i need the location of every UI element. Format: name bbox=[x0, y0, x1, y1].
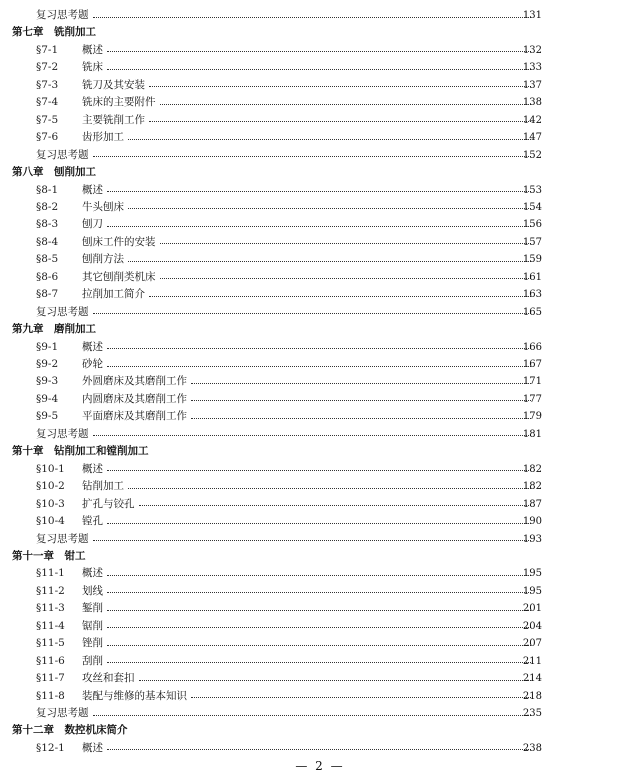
dot-leader bbox=[93, 435, 532, 436]
section-title: 刮削 bbox=[82, 654, 103, 667]
dot-leader bbox=[107, 575, 531, 576]
toc-section-entry bbox=[0, 670, 640, 687]
section-number: §8-1 bbox=[36, 183, 59, 196]
dot-leader bbox=[107, 470, 531, 471]
page-number: 157 bbox=[522, 236, 542, 248]
section-title: 牛头刨床 bbox=[82, 200, 124, 213]
page-number: 179 bbox=[522, 411, 542, 423]
toc-section-entry bbox=[0, 112, 640, 129]
section-number: §9-5 bbox=[36, 410, 59, 423]
toc-section-entry bbox=[0, 391, 640, 408]
section-title: 攻丝和套扣 bbox=[82, 672, 135, 685]
dot-leader bbox=[149, 296, 531, 297]
section-title: 概述 bbox=[82, 567, 103, 580]
dot-leader bbox=[128, 208, 531, 209]
section-title: 齿形加工 bbox=[82, 131, 124, 144]
toc-chapter-heading bbox=[0, 443, 640, 460]
toc-section-entry bbox=[0, 251, 640, 268]
page-number: 182 bbox=[522, 481, 542, 493]
chapter-title: 第八章 刨削加工 bbox=[12, 166, 96, 179]
section-number: §11-3 bbox=[36, 602, 65, 615]
review-title: 复习思考题 bbox=[36, 9, 89, 21]
section-title: 概述 bbox=[82, 340, 103, 353]
page-number: 201 bbox=[522, 603, 542, 615]
toc-section-entry bbox=[0, 94, 640, 111]
dot-leader bbox=[149, 121, 531, 122]
dot-leader bbox=[139, 680, 532, 681]
page-number: 167 bbox=[522, 359, 542, 370]
page-number: 235 bbox=[522, 708, 542, 719]
page-number: 154 bbox=[522, 201, 542, 213]
section-title: 刨刀 bbox=[82, 218, 103, 231]
section-number: §9-1 bbox=[36, 340, 59, 353]
dot-leader bbox=[93, 715, 532, 716]
page-number: 214 bbox=[522, 673, 542, 685]
toc-section-entry bbox=[0, 356, 640, 373]
toc-section-entry bbox=[0, 461, 640, 478]
section-title: 主要铣削工作 bbox=[82, 113, 145, 126]
dot-leader bbox=[160, 278, 532, 279]
chapter-title: 第十一章 钳工 bbox=[12, 549, 86, 562]
review-title: 复习思考题 bbox=[36, 148, 89, 161]
dot-leader bbox=[107, 627, 531, 628]
section-number: §7-3 bbox=[36, 78, 59, 91]
section-title: 錾削 bbox=[82, 602, 103, 615]
dot-leader bbox=[107, 226, 531, 227]
section-number: §12-1 bbox=[36, 741, 65, 754]
section-title: 砂轮 bbox=[82, 358, 103, 370]
toc-section-entry bbox=[0, 199, 640, 216]
toc-section-entry bbox=[0, 583, 640, 600]
section-number: §7-1 bbox=[36, 43, 59, 56]
dot-leader bbox=[107, 523, 531, 524]
toc-section-entry bbox=[0, 408, 640, 425]
page-number: 171 bbox=[522, 376, 542, 388]
section-number: §9-2 bbox=[36, 358, 59, 370]
chapter-title: 第九章 磨削加工 bbox=[12, 323, 96, 336]
page-number: 193 bbox=[522, 533, 542, 545]
page-number: 138 bbox=[522, 97, 542, 109]
page-number: 132 bbox=[522, 44, 542, 56]
toc-section-entry bbox=[0, 740, 640, 757]
page-footer: — 2 — bbox=[295, 759, 345, 773]
dot-leader bbox=[107, 749, 531, 750]
section-number: §8-7 bbox=[36, 288, 59, 301]
section-title: 内圆磨床及其磨削工作 bbox=[82, 392, 187, 405]
dot-leader bbox=[93, 313, 532, 314]
dot-leader bbox=[128, 261, 531, 262]
section-title: 刨削方法 bbox=[82, 253, 124, 266]
section-number: §7-5 bbox=[36, 113, 59, 126]
toc-chapter-heading bbox=[0, 164, 640, 181]
section-title: 锉削 bbox=[82, 637, 103, 650]
page-number: 142 bbox=[522, 114, 542, 126]
section-number: §11-5 bbox=[36, 637, 65, 650]
chapter-title: 第十二章 数控机床简介 bbox=[12, 724, 128, 737]
dot-leader bbox=[139, 505, 532, 506]
page-number: 152 bbox=[522, 149, 542, 161]
page-number: 195 bbox=[522, 585, 542, 597]
page-number: 195 bbox=[522, 568, 542, 580]
section-number: §10-2 bbox=[36, 480, 65, 493]
page-number: 153 bbox=[522, 184, 542, 196]
toc-section-entry bbox=[0, 653, 640, 670]
section-number: §9-3 bbox=[36, 375, 59, 388]
page-number: 137 bbox=[522, 79, 542, 91]
section-number: §11-1 bbox=[36, 567, 65, 580]
section-number: §7-2 bbox=[36, 61, 59, 74]
section-title: 其它刨削类机床 bbox=[82, 270, 156, 283]
dot-leader bbox=[191, 418, 531, 419]
section-number: §8-4 bbox=[36, 235, 59, 248]
page-number: 177 bbox=[522, 393, 542, 405]
toc-review-entry bbox=[0, 531, 640, 548]
section-title: 铣床 bbox=[82, 61, 103, 74]
toc-review-entry bbox=[0, 7, 640, 24]
page-number: 238 bbox=[522, 742, 542, 754]
dot-leader bbox=[107, 191, 531, 192]
toc-section-entry bbox=[0, 478, 640, 495]
section-number: §8-3 bbox=[36, 218, 59, 231]
dot-leader bbox=[107, 348, 531, 349]
dot-leader bbox=[128, 139, 531, 140]
dot-leader bbox=[191, 400, 531, 401]
toc-section-entry bbox=[0, 688, 640, 705]
dot-leader bbox=[107, 51, 531, 52]
section-title: 扩孔与铰孔 bbox=[82, 497, 135, 510]
section-number: §10-3 bbox=[36, 497, 65, 510]
toc-section-entry bbox=[0, 496, 640, 513]
section-title: 概述 bbox=[82, 43, 103, 56]
page-number: 218 bbox=[522, 690, 542, 702]
toc-section-entry bbox=[0, 216, 640, 233]
page-number: 190 bbox=[522, 516, 542, 528]
toc-section-entry bbox=[0, 286, 640, 303]
section-title: 钻削加工 bbox=[82, 480, 124, 493]
dot-leader bbox=[128, 488, 531, 489]
section-number: §7-4 bbox=[36, 96, 59, 109]
section-title: 锯削 bbox=[82, 619, 103, 632]
toc-section-entry bbox=[0, 618, 640, 635]
page-number: 133 bbox=[522, 62, 542, 74]
toc-chapter-heading bbox=[0, 321, 640, 338]
chapter-title: 第十章 钻削加工和镗削加工 bbox=[12, 445, 149, 458]
toc-section-entry bbox=[0, 59, 640, 76]
page-number: 163 bbox=[522, 289, 542, 301]
dot-leader bbox=[107, 662, 531, 663]
section-number: §10-4 bbox=[36, 515, 65, 528]
section-title: 铣刀及其安装 bbox=[82, 78, 145, 91]
chapter-title: 第七章 铣削加工 bbox=[12, 26, 96, 39]
section-number: §9-4 bbox=[36, 392, 59, 405]
toc-chapter-heading bbox=[0, 548, 640, 565]
section-title: 拉削加工简介 bbox=[82, 288, 145, 301]
page-number: 181 bbox=[522, 428, 542, 440]
page-number: 182 bbox=[522, 463, 542, 475]
review-title: 复习思考题 bbox=[36, 427, 89, 440]
section-title: 装配与维修的基本知识 bbox=[82, 689, 187, 702]
page-number: 165 bbox=[522, 306, 542, 318]
toc-section-entry bbox=[0, 42, 640, 59]
page-number: 147 bbox=[522, 132, 542, 144]
review-title: 复习思考题 bbox=[36, 532, 89, 545]
section-number: §8-5 bbox=[36, 253, 59, 266]
toc-section-entry bbox=[0, 513, 640, 530]
section-number: §8-6 bbox=[36, 270, 59, 283]
page-number: 187 bbox=[522, 498, 542, 510]
section-title: 刨床工件的安装 bbox=[82, 235, 156, 248]
dot-leader bbox=[107, 610, 531, 611]
section-number: §7-6 bbox=[36, 131, 59, 144]
dot-leader bbox=[93, 17, 532, 18]
dot-leader bbox=[107, 592, 531, 593]
section-number: §11-4 bbox=[36, 619, 65, 632]
page-number: 156 bbox=[522, 219, 542, 231]
dot-leader bbox=[107, 366, 531, 367]
section-title: 镗孔 bbox=[82, 515, 103, 528]
dot-leader bbox=[191, 697, 531, 698]
section-number: §11-6 bbox=[36, 654, 65, 667]
section-title: 平面磨床及其磨削工作 bbox=[82, 410, 187, 423]
section-title: 铣床的主要附件 bbox=[82, 96, 156, 109]
toc-section-entry bbox=[0, 234, 640, 251]
toc-section-entry bbox=[0, 373, 640, 390]
dot-leader bbox=[160, 243, 532, 244]
toc-review-entry bbox=[0, 426, 640, 443]
toc-section-entry bbox=[0, 77, 640, 94]
toc-review-entry bbox=[0, 304, 640, 321]
toc-section-entry bbox=[0, 600, 640, 617]
section-number: §11-8 bbox=[36, 689, 65, 702]
toc-section-entry bbox=[0, 182, 640, 199]
toc-review-entry bbox=[0, 147, 640, 164]
section-title: 外圆磨床及其磨削工作 bbox=[82, 375, 187, 388]
section-number: §10-1 bbox=[36, 462, 65, 475]
page-number: 131 bbox=[522, 10, 542, 21]
dot-leader bbox=[107, 645, 531, 646]
toc-section-entry bbox=[0, 129, 640, 146]
toc-chapter-heading bbox=[0, 24, 640, 41]
section-title: 划线 bbox=[82, 584, 103, 597]
section-title: 概述 bbox=[82, 462, 103, 475]
dot-leader bbox=[160, 104, 532, 105]
dot-leader bbox=[107, 69, 531, 70]
toc-review-entry bbox=[0, 705, 640, 722]
section-title: 概述 bbox=[82, 183, 103, 196]
dot-leader bbox=[93, 540, 532, 541]
dot-leader bbox=[93, 156, 532, 157]
toc-section-entry bbox=[0, 339, 640, 356]
toc-section-entry bbox=[0, 635, 640, 652]
toc-section-entry bbox=[0, 269, 640, 286]
page-number: 211 bbox=[522, 655, 542, 667]
page-number: 204 bbox=[522, 620, 542, 632]
page-number: 166 bbox=[522, 341, 542, 353]
review-title: 复习思考题 bbox=[36, 707, 89, 719]
section-number: §8-2 bbox=[36, 200, 59, 213]
toc-section-entry bbox=[0, 565, 640, 582]
section-number: §11-2 bbox=[36, 584, 65, 597]
dot-leader bbox=[149, 86, 531, 87]
dot-leader bbox=[191, 383, 531, 384]
section-number: §11-7 bbox=[36, 672, 65, 685]
page-number: 207 bbox=[522, 638, 542, 650]
page-number: 161 bbox=[522, 271, 542, 283]
toc-chapter-heading bbox=[0, 722, 640, 739]
section-title: 概述 bbox=[82, 741, 103, 754]
page-number: 159 bbox=[522, 254, 542, 266]
review-title: 复习思考题 bbox=[36, 305, 89, 318]
